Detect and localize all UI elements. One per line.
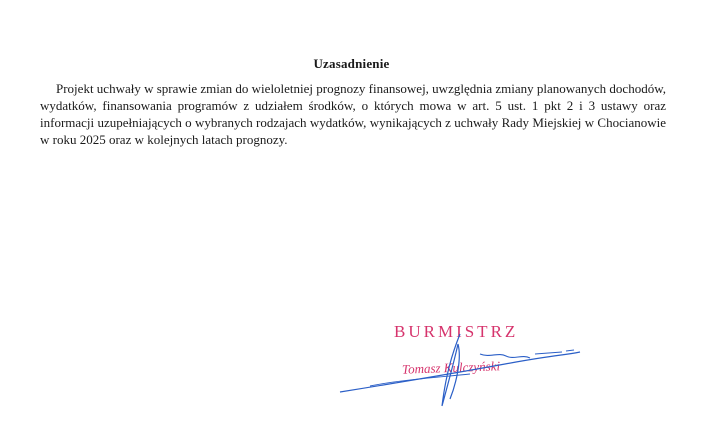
justification-paragraph: Projekt uchwały w sprawie zmian do wieloletniej prognozy finansowej, uwzględnia zmiany planowanych dochodów, wydatków, finansowania programów z udziałem środków, o których mowa w art. 5 ust. 1 pkt 2 i 3 ustawy oraz informacji uzupełniających o wybranych rodzajach wydatków, wynikających z uchwały Rady Miejskiej w Chocianowie w roku 2025 oraz w kolejnych latach prognozy. (40, 81, 666, 147)
mayor-stamp (330, 314, 600, 414)
stamp-name: Tomasz Kulczyński (401, 358, 501, 377)
document-title: Uzasadnienie (313, 56, 390, 71)
stamp-title: BURMISTRZ (394, 322, 519, 341)
